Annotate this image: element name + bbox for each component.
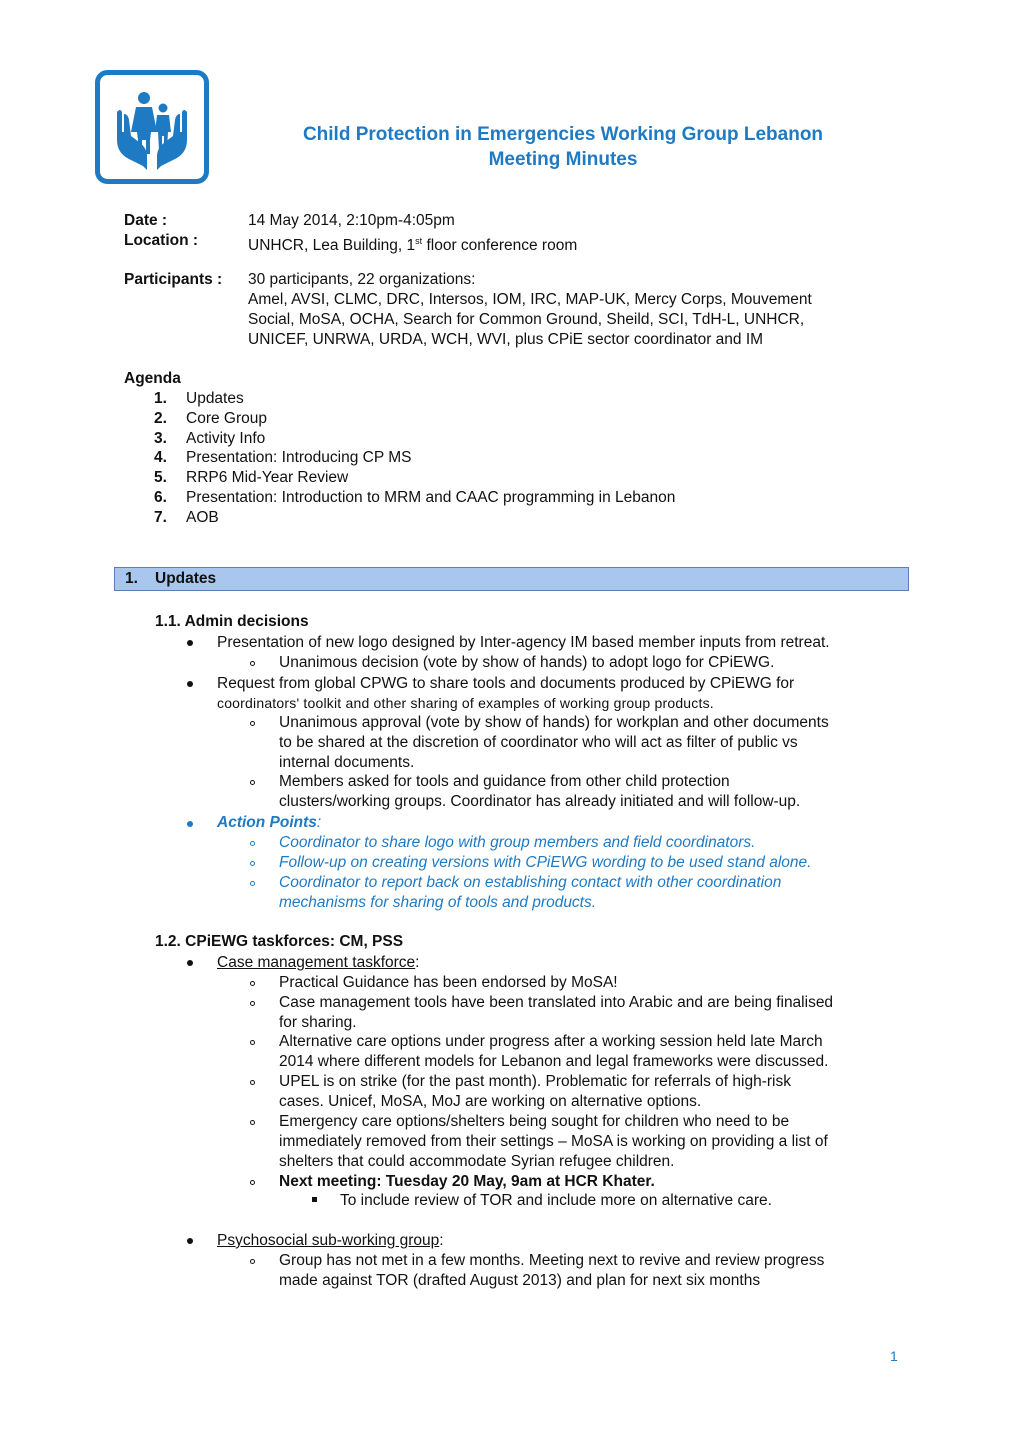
square-bullet-icon	[312, 1197, 317, 1202]
sub-bullet-icon	[250, 721, 255, 726]
agenda-item-label: Core Group	[186, 409, 267, 427]
sub-bullet-text: Members asked for tools and guidance from other child protection	[279, 773, 730, 790]
sub-bullet-icon	[250, 780, 255, 785]
action-point-text: Coordinator to share logo with group members and field coordinators.	[279, 834, 756, 851]
sub-bullet-text: internal documents.	[279, 754, 415, 771]
document-title	[250, 122, 876, 172]
location-value-post: floor conference room	[422, 237, 578, 255]
agenda-item-number: 4.	[154, 449, 167, 467]
cm-taskforce-title: Case management taskforce	[217, 954, 416, 971]
sub-bullet-icon	[250, 1120, 255, 1125]
sub-bullet-text: Emergency care options/shelters being sought for children who need to be	[279, 1113, 790, 1130]
sub-bullet-text: 2014 where different models for Lebanon and legal frameworks were discussed.	[279, 1053, 829, 1070]
agenda-item	[124, 389, 675, 409]
sub-bullet-text: Practical Guidance has been endorsed by MoSA!	[279, 974, 618, 991]
sub-bullet-icon	[250, 661, 255, 666]
sub-sub-bullet-text: To include review of TOR and include more on alternative care.	[340, 1192, 772, 1209]
sub-bullet-icon	[250, 1259, 255, 1264]
agenda-list	[124, 389, 675, 528]
bullet-icon	[187, 960, 193, 966]
agenda-item-number: 5.	[154, 469, 167, 487]
agenda-item-number: 1.	[154, 390, 167, 407]
agenda-item	[124, 508, 675, 528]
location-value-sup: st	[415, 236, 423, 246]
sub-bullet-text: Group has not met in a few months. Meeting next to revive and review progress	[279, 1252, 825, 1269]
action-point-text: Coordinator to report back on establishing contact with other coordination	[279, 874, 782, 891]
date-label: Date :	[124, 212, 168, 229]
pss-title: Psychosocial sub-working group	[217, 1232, 440, 1249]
bullet-icon	[187, 821, 193, 827]
section-title: Updates	[155, 570, 217, 587]
agenda-item	[124, 429, 675, 449]
agenda-item-number: 3.	[154, 429, 167, 447]
sub-bullet-text: Unanimous approval (vote by show of hands) for workplan and other documents	[279, 714, 829, 731]
sub-bullet-icon	[250, 1040, 255, 1045]
sub-bullet-icon	[250, 881, 255, 886]
cm-taskforce-colon: :	[415, 954, 420, 971]
participants-line: Social, MoSA, OCHA, Search for Common Ground, Sheild, SCI, TdH-L, UNHCR,	[248, 311, 805, 328]
agenda-item-number: 7.	[154, 508, 167, 526]
agenda-title: Agenda	[124, 370, 181, 387]
date-value: 14 May 2014, 2:10pm-4:05pm	[248, 212, 455, 229]
agenda-item-label: Activity Info	[186, 429, 266, 447]
sub-bullet-icon	[250, 981, 255, 986]
agenda-item-label: Updates	[186, 390, 244, 407]
page-number: 1	[890, 1348, 898, 1364]
sub-bullet-text: cases. Unicef, MoSA, MoJ are working on alternative options.	[279, 1093, 702, 1110]
bullet-icon	[187, 640, 193, 646]
sub-bullet-text: Case management tools have been translated into Arabic and are being finalised	[279, 994, 834, 1011]
subsection-title: 1.2. CPiEWG taskforces: CM, PSS	[155, 933, 404, 950]
location-value-pre: UNHCR, Lea Building, 1	[248, 237, 416, 255]
location-label: Location :	[124, 232, 199, 249]
subsection-title: 1.1. Admin decisions	[155, 613, 309, 630]
participants-label: Participants :	[124, 271, 223, 288]
bullet-text: coordinators' toolkit and other sharing of examples of working group products.	[217, 695, 714, 711]
section-number: 1.	[125, 570, 138, 587]
agenda-item	[124, 488, 675, 508]
action-point-text: Follow-up on creating versions with CPiEWG wording to be used stand alone.	[279, 854, 812, 871]
agenda-item-label: RRP6 Mid-Year Review	[186, 469, 349, 487]
pss-colon: :	[439, 1232, 444, 1249]
agenda-item-label: Presentation: Introducing CP MS	[186, 449, 412, 467]
sub-bullet-text: Unanimous decision (vote by show of hands) to adopt logo for CPiEWG.	[279, 654, 775, 671]
sub-bullet-text: shelters that could accommodate Syrian refugee children.	[279, 1153, 675, 1170]
agenda-item	[124, 448, 675, 468]
action-points-label: Action Points	[217, 814, 317, 831]
sub-bullet-text: Alternative care options under progress after a working session held late March	[279, 1033, 823, 1050]
participants-line: UNICEF, UNRWA, URDA, WCH, WVI, plus CPiE sector coordinator and IM	[248, 331, 764, 348]
sub-bullet-text: made against TOR (drafted August 2013) and plan for next six months	[279, 1272, 761, 1289]
sub-bullet-icon	[250, 861, 255, 866]
sub-bullet-icon	[250, 1001, 255, 1006]
action-points-colon: :	[316, 814, 322, 831]
agenda-item-number: 6.	[154, 488, 167, 506]
sub-bullet-text: for sharing.	[279, 1014, 357, 1031]
location-value	[248, 231, 577, 256]
bullet-icon	[187, 681, 193, 687]
sub-bullet-text: to be shared at the discretion of coordinator who will act as filter of public vs	[279, 734, 798, 751]
title-line-2: Meeting Minutes	[488, 149, 638, 170]
sub-bullet-icon	[250, 1180, 255, 1185]
bullet-text: Request from global CPWG to share tools and documents produced by CPiEWG for	[217, 675, 795, 692]
section-header-updates	[114, 567, 909, 591]
action-points-title	[217, 813, 321, 833]
agenda-item-label: Presentation: Introduction to MRM and CAAC programming in Lebanon	[186, 488, 676, 506]
pss-heading	[217, 1231, 444, 1251]
sub-bullet-text: immediately removed from their settings – MoSA is working on providing a list of	[279, 1133, 828, 1150]
bullet-icon	[187, 1238, 193, 1244]
agenda-item	[124, 409, 675, 429]
family-in-hands-icon	[95, 70, 209, 184]
next-meeting-text: Next meeting: Tuesday 20 May, 9am at HCR Khater.	[279, 1173, 655, 1190]
participants-line: Amel, AVSI, CLMC, DRC, Intersos, IOM, IRC, MAP-UK, Mercy Corps, Mouvement	[248, 291, 812, 308]
sub-bullet-icon	[250, 1080, 255, 1085]
action-point-text: mechanisms for sharing of tools and products.	[279, 894, 597, 911]
sub-bullet-text: UPEL is on strike (for the past month). Problematic for referrals of high-risk	[279, 1073, 791, 1090]
agenda-item-label: AOB	[186, 508, 219, 526]
agenda-item-number: 2.	[154, 409, 167, 427]
sub-bullet-text: clusters/working groups. Coordinator has already initiated and will follow-up.	[279, 793, 801, 810]
sub-bullet-icon	[250, 841, 255, 846]
participants-line: 30 participants, 22 organizations:	[248, 271, 476, 288]
agenda-item	[124, 468, 675, 488]
cm-taskforce-heading	[217, 953, 419, 973]
title-line-1: Child Protection in Emergencies Working Group Lebanon	[302, 124, 824, 145]
bullet-text: Presentation of new logo designed by Inter-agency IM based member inputs from retreat.	[217, 634, 830, 651]
